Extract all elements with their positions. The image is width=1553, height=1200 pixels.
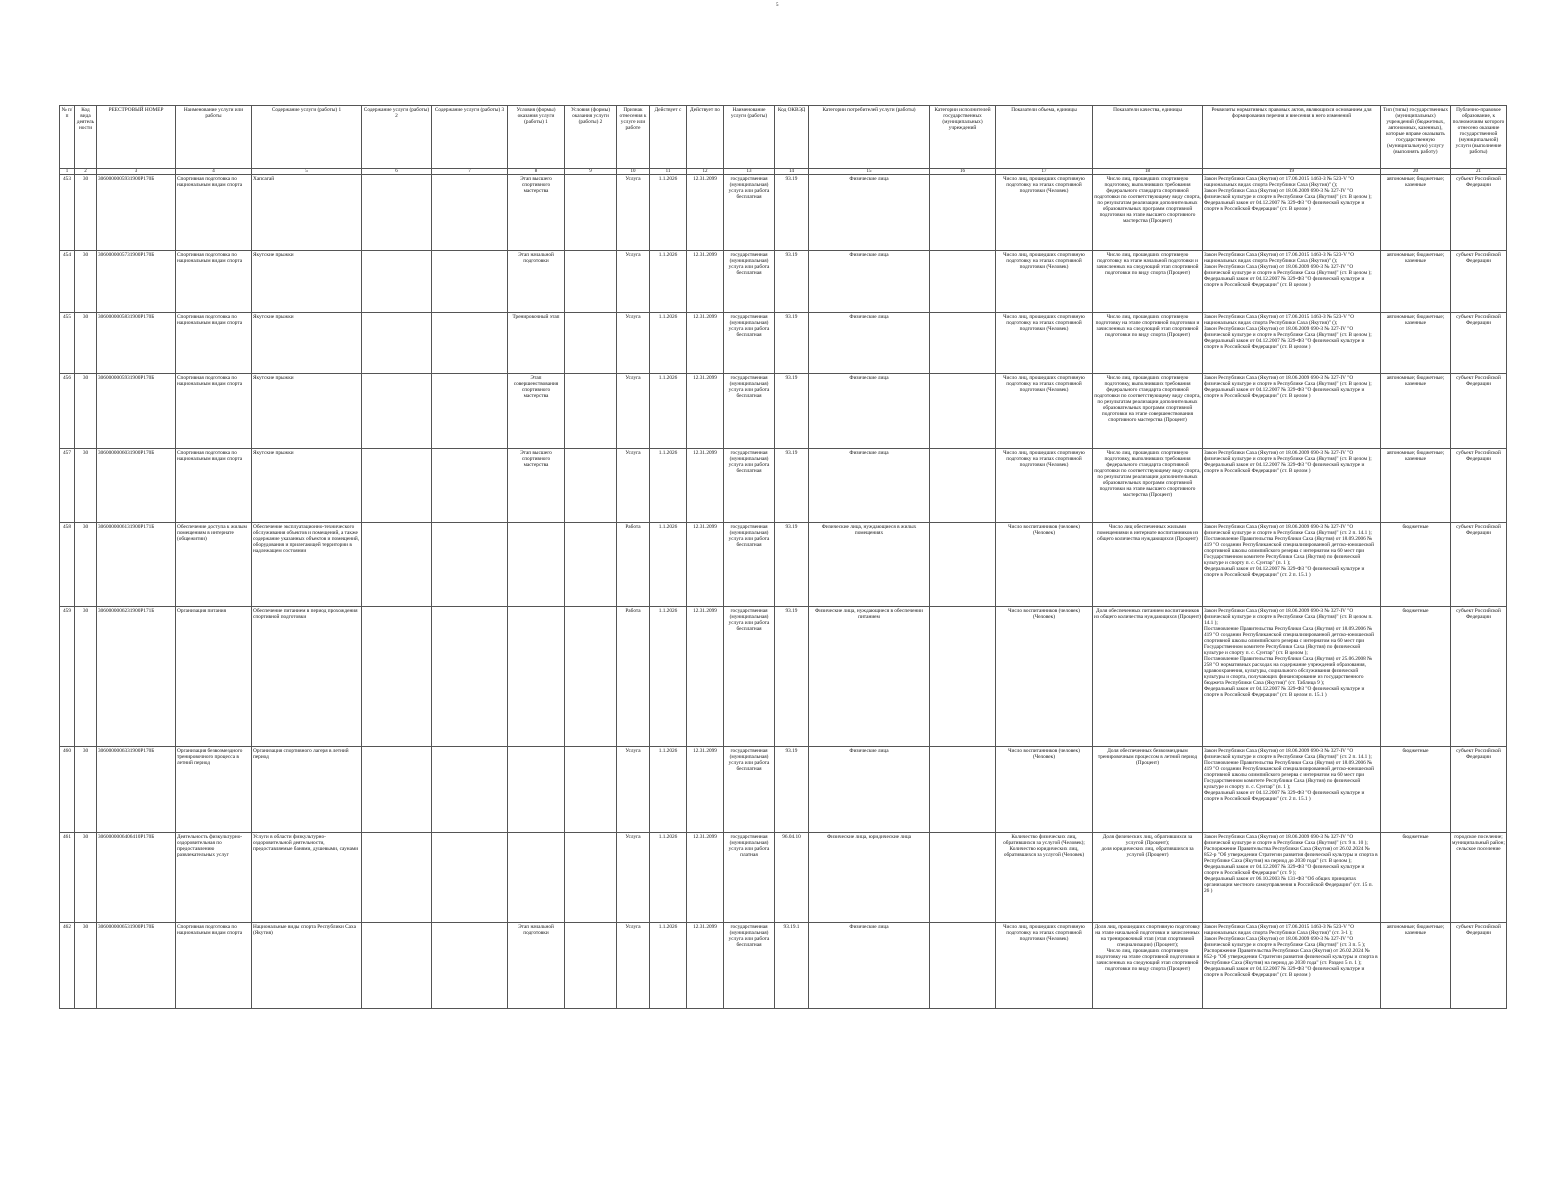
- column-header: Наименование услуги или работы: [176, 106, 252, 169]
- table-header: [60, 106, 1507, 175]
- table-cell: [565, 923, 617, 1009]
- table-cell: Доля обеспеченных питанием воспитанников из общего количества нуждающихся (Процент): [1093, 607, 1203, 747]
- table-cell: Число лиц, прошедших спортивную подготовку на этапе спортивной подготовки и зачисленных на следующий этап спортивной подготовки по виду спорта (Процент): [1093, 313, 1203, 374]
- table-cell: Число лиц обеспеченных жилыми помещениями в интернате воспитанников из общего количества нуждающихся (Процент): [1093, 523, 1203, 607]
- table-cell: Количество физических лиц, обратившихся за услугой (Человек); Количество юридических лиц, обратившихся за услугой (Человек): [996, 833, 1093, 923]
- table-row: [60, 175, 1507, 251]
- table-cell: государственная (муниципальная) услуга или работа бесплатная: [724, 607, 775, 747]
- table-cell: Закон Республики Саха (Якутия) от 17.06.2015 1463-З № 523-V "О национальных видах спорта Республики Саха (Якутия)" (ст. 3-1 ); Закон Республики Саха (Якутия) от 18.06.2009 690-З № 327-IV "О физической культуре и спорте в Республике Саха (Якутия)" (ст. 3 п. 5 ); Распоряжение Правительства Республики Саха (Якутия) от 26.02.2024 № 852-р "Об утверждении Стратегии развития физической культуры и спорта в Республике Саха (Якутия) на период до 2030 года" (ст. Раздел 5 п. 1 ); Федеральный закон от 04.12.2007 № 329-ФЗ "О физической культуре и спорте в Российской Федерации" (ст. В целом ): [1203, 923, 1381, 1009]
- table-cell: [432, 449, 508, 523]
- table-cell: 93.19: [775, 251, 809, 313]
- table-cell: субъект Российской Федерации: [1451, 313, 1507, 374]
- table-cell: 30: [75, 449, 97, 523]
- table-cell: 30: [75, 523, 97, 607]
- table-cell: Число лиц, прошедших спортивную подготовку на этапе начальной подготовки и зачисленных на следующий этап спортивной подготовки по виду спорта (Процент): [1093, 251, 1203, 313]
- table-cell: [508, 833, 565, 923]
- table-cell: 93.19: [775, 747, 809, 833]
- table-cell: Спортивная подготовка по национальным видам спорта: [176, 449, 252, 523]
- table-cell: Число лиц, прошедших спортивную подготовку на этапах спортивной подготовки (Человек): [996, 923, 1093, 1009]
- table-cell: [565, 747, 617, 833]
- table-cell: субъект Российской Федерации: [1451, 175, 1507, 251]
- table-cell: 93.19: [775, 374, 809, 449]
- table-cell: государственная (муниципальная) услуга или работа бесплатная: [724, 251, 775, 313]
- table-cell: 457: [60, 449, 75, 523]
- table-cell: Спортивная подготовка по национальным видам спорта: [176, 251, 252, 313]
- table-cell: Число лиц, прошедших спортивную подготовку на этапах спортивной подготовки (Человек): [996, 251, 1093, 313]
- table-cell: 456: [60, 374, 75, 449]
- table-cell: 93.19: [775, 523, 809, 607]
- table-cell: 458: [60, 523, 75, 607]
- column-header: Тип (типы) государственных (муниципальных) учреждений (бюджетных, автономных, казенных), которые вправе оказывать государственную (муниципальную) услугу (выполнять работу): [1381, 106, 1451, 169]
- table-cell: [930, 747, 996, 833]
- table-cell: 96.04.10: [775, 833, 809, 923]
- column-number: 8: [508, 169, 565, 175]
- column-header: Наименование услуги (работы): [724, 106, 775, 169]
- table-cell: Услуга: [617, 923, 650, 1009]
- table-cell: Спортивная подготовка по национальным видам спорта: [176, 313, 252, 374]
- table-row: [60, 523, 1507, 607]
- table-cell: бюджетные: [1381, 607, 1451, 747]
- table-cell: [930, 523, 996, 607]
- column-number: 13: [724, 169, 775, 175]
- column-header: Категории исполнителей государственных (муниципальных) учреждений: [930, 106, 996, 169]
- table-cell: [508, 607, 565, 747]
- table-cell: бюджетные: [1381, 833, 1451, 923]
- table-cell: [930, 607, 996, 747]
- table-cell: Организация питания: [176, 607, 252, 747]
- column-number: 18: [1093, 169, 1203, 175]
- table-cell: Организация спортивного лагеря в летний период: [252, 747, 362, 833]
- column-number: 20: [1381, 169, 1451, 175]
- table-cell: 3060000005931900Р170Б: [97, 374, 176, 449]
- table-cell: Этап высшего спортивного мастерства: [508, 449, 565, 523]
- table-cell: 3060000006331900Р170Б: [97, 747, 176, 833]
- table-cell: субъект Российской Федерации: [1451, 523, 1507, 607]
- table-cell: Якутские прыжки: [252, 449, 362, 523]
- table-cell: 454: [60, 251, 75, 313]
- table-cell: Закон Республики Саха (Якутия) от 18.06.2009 690-З № 327-IV "О физической культуре и спорте в Республике Саха (Якутия)" (ст. В целом ); Федеральный закон от 04.12.2007 № 329-ФЗ "О физической культуре и спорте в Российской Федерации" (ст. В целом ): [1203, 449, 1381, 523]
- table-cell: Физические лица, юридические лица: [809, 833, 930, 923]
- column-number: 5: [252, 169, 362, 175]
- column-number: 16: [930, 169, 996, 175]
- table-cell: 3060000006031900Р170Б: [97, 449, 176, 523]
- column-header: Действует с: [650, 106, 687, 169]
- table-cell: Спортивная подготовка по национальным видам спорта: [176, 374, 252, 449]
- column-header: Показатели качества, единицы: [1093, 106, 1203, 169]
- table-cell: 12.31.2099: [687, 251, 724, 313]
- table-cell: автономные; бюджетные; казенные: [1381, 449, 1451, 523]
- table-body: [60, 175, 1507, 1009]
- column-header: Показатели объема, единицы: [996, 106, 1093, 169]
- table-cell: Число воспитанников (человек) (Человек): [996, 523, 1093, 607]
- column-number: 12: [687, 169, 724, 175]
- table-cell: [362, 374, 432, 449]
- table-cell: Этап совершенствования спортивного мастерства: [508, 374, 565, 449]
- services-register-table: [59, 105, 1507, 1009]
- table-cell: 30: [75, 607, 97, 747]
- table-cell: государственная (муниципальная) услуга или работа бесплатная: [724, 449, 775, 523]
- table-cell: Работа: [617, 607, 650, 747]
- table-cell: автономные; бюджетные; казенные: [1381, 923, 1451, 1009]
- table-cell: 1.1.2026: [650, 313, 687, 374]
- table-cell: 459: [60, 607, 75, 747]
- table-cell: [930, 374, 996, 449]
- table-cell: Число воспитанников (человек) (Человек): [996, 607, 1093, 747]
- table-cell: субъект Российской Федерации: [1451, 923, 1507, 1009]
- table-cell: [565, 313, 617, 374]
- table-cell: 12.31.2099: [687, 523, 724, 607]
- table-cell: Обеспечение эксплуатационно-технического обслуживания объектов и помещений, а также содержание указанных объектов и помещений, оборудования и прилегающей территории в надлежащем состоянии: [252, 523, 362, 607]
- column-number: 1: [60, 169, 75, 175]
- table-cell: 3060000005831900Р170Б: [97, 313, 176, 374]
- table-cell: Этап высшего спортивного мастерства: [508, 175, 565, 251]
- table-cell: Закон Республики Саха (Якутия) от 18.06.2009 690-З № 327-IV "О физической культуре и спорте в Республике Саха (Якутия)" (ст. В целом п. 14.1 ); Постановление Правительства Республики Саха (Якутия) от 18.09.2006 № 419 "О создании Республиканской специализированной детско-юношеской спортивной школы олимпийского резерва с интернатом на 60 мест при Государственном комитете Республики Саха (Якутия) по физической культуре и спорту п. с. Сунтар" (ст. В целом ); Постановление Правительства Республики Саха (Якутия) от 25.06.2008 № 258 "О нормативных расходах на содержание учреждений образования, здравоохранения, культуры, социального обслуживания физической культуры и спорта, получающих финансирование из государственного бюджета Республики Саха (Якутия)" (ст. Таблица 9 ); Федеральный закон от 04.12.2007 № 329-ФЗ "О физической культуре и спорте в Российской Федерации" (ст. В целом п. 15.1 ): [1203, 607, 1381, 747]
- table-cell: Доля обеспеченных безвозмездным тренировочным процессом в летний период (Процент): [1093, 747, 1203, 833]
- table-cell: Якутские прыжки: [252, 374, 362, 449]
- column-number: 11: [650, 169, 687, 175]
- table-cell: субъект Российской Федерации: [1451, 251, 1507, 313]
- table-cell: [362, 175, 432, 251]
- table-cell: автономные; бюджетные; казенные: [1381, 313, 1451, 374]
- column-header: Содержание услуги (работы) 2: [362, 106, 432, 169]
- column-number: 2: [75, 169, 97, 175]
- column-header: Код вида деятельности: [75, 106, 97, 169]
- table-cell: [565, 251, 617, 313]
- table-cell: Услуга: [617, 313, 650, 374]
- table-cell: Спортивная подготовка по национальным видам спорта: [176, 175, 252, 251]
- table-cell: Услуга: [617, 747, 650, 833]
- table-cell: Услуга: [617, 175, 650, 251]
- column-header: Код ОКВЭД: [775, 106, 809, 169]
- table-cell: государственная (муниципальная) услуга или работа бесплатная: [724, 923, 775, 1009]
- table-cell: Национальные виды спорта Республики Саха (Якутия): [252, 923, 362, 1009]
- table-cell: Услуга: [617, 251, 650, 313]
- table-cell: 1.1.2026: [650, 251, 687, 313]
- page-number: 5: [776, 3, 779, 8]
- table-cell: Якутские прыжки: [252, 251, 362, 313]
- column-header: № п/п: [60, 106, 75, 169]
- table-cell: Этап начальной подготовки: [508, 251, 565, 313]
- table-cell: Число воспитанников (человек) (Человек): [996, 747, 1093, 833]
- table-cell: [362, 449, 432, 523]
- table-cell: [362, 313, 432, 374]
- table-cell: Число лиц, прошедших спортивную подготовку на этапах спортивной подготовки (Человек): [996, 175, 1093, 251]
- table-cell: Услуга: [617, 833, 650, 923]
- table-cell: Работа: [617, 523, 650, 607]
- table-row: [60, 923, 1507, 1009]
- table-cell: 93.19.1: [775, 923, 809, 1009]
- column-header: Реквизиты нормативных правовых актов, являющихся основанием для формирования перечня и внесения в него изменений: [1203, 106, 1381, 169]
- table-cell: Организация безвозмездного тренировочного процесса в летний период: [176, 747, 252, 833]
- table-cell: 12.31.2099: [687, 923, 724, 1009]
- table-cell: 30: [75, 747, 97, 833]
- table-cell: [432, 374, 508, 449]
- table-cell: Физические лица: [809, 175, 930, 251]
- table-cell: 12.31.2099: [687, 449, 724, 523]
- table-cell: 12.31.2099: [687, 833, 724, 923]
- table-cell: [362, 607, 432, 747]
- table-cell: автономные; бюджетные; казенные: [1381, 374, 1451, 449]
- table-cell: городское поселение; муниципальный район; сельское поселение: [1451, 833, 1507, 923]
- table-cell: Этап начальной подготовки: [508, 923, 565, 1009]
- column-number: 15: [809, 169, 930, 175]
- table-cell: автономные; бюджетные; казенные: [1381, 175, 1451, 251]
- table-cell: Услуги в области физкультурно-оздоровительной деятельности, предоставляемые банями, душевыми, саунами: [252, 833, 362, 923]
- table-cell: 1.1.2026: [650, 607, 687, 747]
- table-cell: [362, 747, 432, 833]
- table-cell: [508, 747, 565, 833]
- column-number: 21: [1451, 169, 1507, 175]
- table-cell: Физические лица: [809, 449, 930, 523]
- table-cell: Число лиц, прошедших спортивную подготовку на этапах спортивной подготовки (Человек): [996, 313, 1093, 374]
- table-cell: [930, 251, 996, 313]
- table-cell: 460: [60, 747, 75, 833]
- table-cell: [565, 607, 617, 747]
- table-cell: субъект Российской Федерации: [1451, 747, 1507, 833]
- table-cell: 12.31.2099: [687, 747, 724, 833]
- table-cell: Число лиц, прошедших спортивную подготовку на этапах спортивной подготовки (Человек): [996, 449, 1093, 523]
- table-cell: [362, 833, 432, 923]
- table-cell: Число лиц, прошедших спортивную подготовку на этапах спортивной подготовки (Человек): [996, 374, 1093, 449]
- table-cell: [565, 833, 617, 923]
- table-cell: 93.19: [775, 175, 809, 251]
- table-cell: субъект Российской Федерации: [1451, 607, 1507, 747]
- table-cell: государственная (муниципальная) услуга или работа платная: [724, 833, 775, 923]
- table-cell: субъект Российской Федерации: [1451, 374, 1507, 449]
- table-cell: Физические лица: [809, 374, 930, 449]
- table-cell: [930, 313, 996, 374]
- column-number: 7: [432, 169, 508, 175]
- table-cell: Число лиц, прошедших спортивную подготовку, выполнивших требования федерального стандарта спортивной подготовки по соответствующему виду спорта, по результатам реализации дополнительных образовательных программ спортивной подготовки на этапе совершенствования спортивного мастерства (Процент): [1093, 374, 1203, 449]
- table-cell: 93.19: [775, 313, 809, 374]
- table-cell: [930, 449, 996, 523]
- table-cell: [432, 747, 508, 833]
- table-cell: 93.19: [775, 607, 809, 747]
- table-cell: [432, 175, 508, 251]
- column-header: Условия (формы) оказания услуги (работы) 1: [508, 106, 565, 169]
- table-cell: [432, 923, 508, 1009]
- table-cell: Физические лица, нуждающиеся в жилых помещениях: [809, 523, 930, 607]
- table-cell: Услуга: [617, 374, 650, 449]
- column-header: Категории потребителей услуги (работы): [809, 106, 930, 169]
- table-cell: Услуга: [617, 449, 650, 523]
- table-cell: 30: [75, 923, 97, 1009]
- table-cell: автономные; бюджетные; казенные: [1381, 251, 1451, 313]
- table-cell: 12.31.2099: [687, 175, 724, 251]
- table-cell: Тренировочный этап: [508, 313, 565, 374]
- table-cell: 1.1.2026: [650, 175, 687, 251]
- column-number: 10: [617, 169, 650, 175]
- table-cell: 1.1.2026: [650, 923, 687, 1009]
- column-number: 6: [362, 169, 432, 175]
- table-cell: Физические лица, нуждающиеся в обеспечении питанием: [809, 607, 930, 747]
- table-cell: 455: [60, 313, 75, 374]
- table-cell: [508, 523, 565, 607]
- table-cell: Физические лица: [809, 747, 930, 833]
- column-header: Условия (формы) оказания услуги (работы) 2: [565, 106, 617, 169]
- column-number: 17: [996, 169, 1093, 175]
- table-cell: 30: [75, 374, 97, 449]
- table-cell: Физические лица: [809, 313, 930, 374]
- table-cell: 1.1.2026: [650, 374, 687, 449]
- table-cell: 30: [75, 313, 97, 374]
- column-header: Содержание услуги (работы) 3: [432, 106, 508, 169]
- table-cell: [432, 523, 508, 607]
- column-header: Публично-правовое образование, к полномочиям которого отнесено оказание государственной (муниципальной) услуги (выполнение работы): [1451, 106, 1507, 169]
- table-cell: Число лиц, прошедших спортивную подготовку, выполнивших требования федерального стандарта спортивной подготовки по соответствующему виду спорта, по результатам реализации дополнительных образовательных программ спортивной подготовки на этапе высшего спортивного мастерства (Процент): [1093, 449, 1203, 523]
- table-cell: Физические лица: [809, 251, 930, 313]
- table-cell: Деятельность физкультурно-оздоровительная по предоставлению развлекательных услуг: [176, 833, 252, 923]
- table-row: [60, 251, 1507, 313]
- table-cell: 3060000006131900Р171Б: [97, 523, 176, 607]
- column-number: 19: [1203, 169, 1381, 175]
- table-row: [60, 747, 1507, 833]
- table-cell: Обеспечение доступа к жилым помещениям в интернате (общежитии): [176, 523, 252, 607]
- table-cell: 12.31.2099: [687, 607, 724, 747]
- table-cell: [930, 923, 996, 1009]
- table-cell: 1.1.2026: [650, 833, 687, 923]
- table-row: [60, 449, 1507, 523]
- table-row: [60, 607, 1507, 747]
- table-cell: 461: [60, 833, 75, 923]
- table-cell: бюджетные: [1381, 523, 1451, 607]
- table-cell: 1.1.2026: [650, 747, 687, 833]
- table-cell: 3060000005731900Р170Б: [97, 251, 176, 313]
- table-row: [60, 374, 1507, 449]
- table-cell: Хапсагай: [252, 175, 362, 251]
- table-cell: [362, 251, 432, 313]
- table-cell: бюджетные: [1381, 747, 1451, 833]
- table-cell: 3060000006231900Р171Б: [97, 607, 176, 747]
- table-cell: государственная (муниципальная) услуга или работа бесплатная: [724, 747, 775, 833]
- table-cell: Закон Республики Саха (Якутия) от 18.06.2009 690-З № 327-IV "О физической культуре и спорте в Республике Саха (Якутия)" (ст. 2 п. 14.1 ); Постановление Правительства Республики Саха (Якутия) от 18.09.2006 № 419 "О создании Республиканской специализированной детско-юношеской спортивной школы олимпийского резерва с интернатом на 60 мест при Государственном комитете Республики Саха (Якутия) по физической культуре и спорту п. с. Сунтар" (п. 1 ); Федеральный закон от 04.12.2007 № 329-ФЗ "О физической культуре и спорте в Российской Федерации" (ст. 2 п. 15.1 ): [1203, 523, 1381, 607]
- table-cell: Физические лица: [809, 923, 930, 1009]
- column-header: Признак отнесения к услуге или работе: [617, 106, 650, 169]
- table-cell: Закон Республики Саха (Якутия) от 18.06.2009 690-З № 327-IV "О физической культуре и спорте в Республике Саха (Якутия)" (ст. 9 п. 10 ); Распоряжение Правительства Республики Саха (Якутия) от 26.02.2024 № 852-р "Об утверждении Стратегии развития физической культуры и спорта в Республике Саха (Якутия) на период до 2030 года" (ст. В целом ); Федеральный закон от 04.12.2007 № 329-ФЗ "О физической культуре и спорте в Российской Федерации" (ст. 9 ); Федеральный закон от 06.10.2003 № 131-ФЗ "Об общих принципах организации местного самоуправления в Российской Федерации" (ст. 15 п. 26 ): [1203, 833, 1381, 923]
- column-number: 3: [97, 169, 176, 175]
- table-cell: Число лиц, прошедших спортивную подготовку, выполнивших требования федерального стандарта спортивной подготовки по соответствующему виду спорта, по результатам реализации дополнительных образовательных программ спортивной подготовки на этапе высшего спортивного мастерства (Процент): [1093, 175, 1203, 251]
- table-row: [60, 313, 1507, 374]
- column-header: Содержание услуги (работы) 1: [252, 106, 362, 169]
- table-cell: [565, 523, 617, 607]
- table-cell: [432, 251, 508, 313]
- table-cell: [565, 374, 617, 449]
- table-cell: Спортивная подготовка по национальным видам спорта: [176, 923, 252, 1009]
- table-cell: государственная (муниципальная) услуга или работа бесплатная: [724, 374, 775, 449]
- table-cell: [565, 175, 617, 251]
- table-cell: [432, 833, 508, 923]
- table-cell: [362, 923, 432, 1009]
- table-cell: Закон Республики Саха (Якутия) от 17.06.2015 1463-З № 523-V "О национальных видах спорта Республики Саха (Якутия)" (); Закон Республики Саха (Якутия) от 18.06.2009 690-З № 327-IV "О физической культуре и спорте в Республике Саха (Якутия)" (ст. В целом ); Федеральный закон от 04.12.2007 № 329-ФЗ "О физической культуре и спорте в Российской Федерации" (ст. В целом ): [1203, 175, 1381, 251]
- table-cell: [565, 449, 617, 523]
- table-cell: Доля физических лиц, обратившихся за услугой (Процент); доля юридических лиц, обратившихся за услугой (Процент): [1093, 833, 1203, 923]
- table-cell: Якутские прыжки: [252, 313, 362, 374]
- table-cell: 453: [60, 175, 75, 251]
- table-cell: 3060000006531900Р170Б: [97, 923, 176, 1009]
- table-cell: Закон Республики Саха (Якутия) от 18.06.2009 690-З № 327-IV "О физической культуре и спорте в Республике Саха (Якутия)" (ст. 2 п. 14.1 ); Постановление Правительства Республики Саха (Якутия) от 18.09.2006 № 419 "О создании Республиканской специализированной детско-юношеской спортивной школы олимпийского резерва с интернатом на 60 мест при Государственном комитете Республики Саха (Якутия) по физической культуре и спорту п. с. Сунтар" (п. 1 ); Федеральный закон от 04.12.2007 № 329-ФЗ "О физической культуре и спорте в Российской Федерации" (ст. 2 п. 15.1 ): [1203, 747, 1381, 833]
- table-cell: [930, 833, 996, 923]
- table-cell: 3060000005931900Р170Б: [97, 175, 176, 251]
- column-header: Действует по: [687, 106, 724, 169]
- table-cell: 12.31.2099: [687, 374, 724, 449]
- table-cell: Закон Республики Саха (Якутия) от 17.06.2015 1463-З № 523-V "О национальных видах спорта Республики Саха (Якутия)" (); Закон Республики Саха (Якутия) от 18.06.2009 690-З № 327-IV "О физической культуре и спорте в Республике Саха (Якутия)" (ст. В целом ); Федеральный закон от 04.12.2007 № 329-ФЗ "О физической культуре и спорте в Российской Федерации" (ст. В целом ): [1203, 251, 1381, 313]
- table-cell: 30: [75, 251, 97, 313]
- table-cell: 1.1.2026: [650, 523, 687, 607]
- column-number: 4: [176, 169, 252, 175]
- table-cell: 30: [75, 833, 97, 923]
- table-cell: 93.19: [775, 449, 809, 523]
- table-cell: государственная (муниципальная) услуга или работа бесплатная: [724, 313, 775, 374]
- column-number: 9: [565, 169, 617, 175]
- table-cell: 30: [75, 175, 97, 251]
- table-cell: 462: [60, 923, 75, 1009]
- table-cell: [432, 607, 508, 747]
- table-cell: государственная (муниципальная) услуга или работа бесплатная: [724, 175, 775, 251]
- table-cell: Обеспечение питанием в период прохождения спортивной подготовки: [252, 607, 362, 747]
- table-cell: [362, 523, 432, 607]
- table-cell: Закон Республики Саха (Якутия) от 18.06.2009 690-З № 327-IV "О физической культуре и спорте в Республике Саха (Якутия)" (ст. В целом ); Федеральный закон от 04.12.2007 № 329-ФЗ "О физической культуре и спорте в Российской Федерации" (ст. В целом ): [1203, 374, 1381, 449]
- column-header: РЕЕСТРОВЫЙ НОМЕР: [97, 106, 176, 169]
- table-cell: субъект Российской Федерации: [1451, 449, 1507, 523]
- table-cell: Закон Республики Саха (Якутия) от 17.06.2015 1463-З № 523-V "О национальных видах спорта Республики Саха (Якутия)" (); Закон Республики Саха (Якутия) от 18.06.2009 690-З № 327-IV "О физической культуре и спорте в Республике Саха (Якутия)" (ст. В целом ); Федеральный закон от 04.12.2007 № 329-ФЗ "О физической культуре и спорте в Российской Федерации" (ст. В целом ): [1203, 313, 1381, 374]
- table-cell: 1.1.2026: [650, 449, 687, 523]
- table-cell: [432, 313, 508, 374]
- table-cell: [930, 175, 996, 251]
- table-cell: 12.31.2099: [687, 313, 724, 374]
- table-cell: Доля лиц, прошедших спортивную подготовку на этапе начальной подготовки и зачисленных на тренировочный этап (этап спортивной специализации) (Процент); Число лиц, прошедших спортивную подготовку на этапе спортивной подготовки и зачисленных на следующий этап спортивной подготовки по виду спорта (Процент): [1093, 923, 1203, 1009]
- table-cell: 3060000006406410Р170Б: [97, 833, 176, 923]
- table-row: [60, 833, 1507, 923]
- column-number: 14: [775, 169, 809, 175]
- table-cell: государственная (муниципальная) услуга или работа бесплатная: [724, 523, 775, 607]
